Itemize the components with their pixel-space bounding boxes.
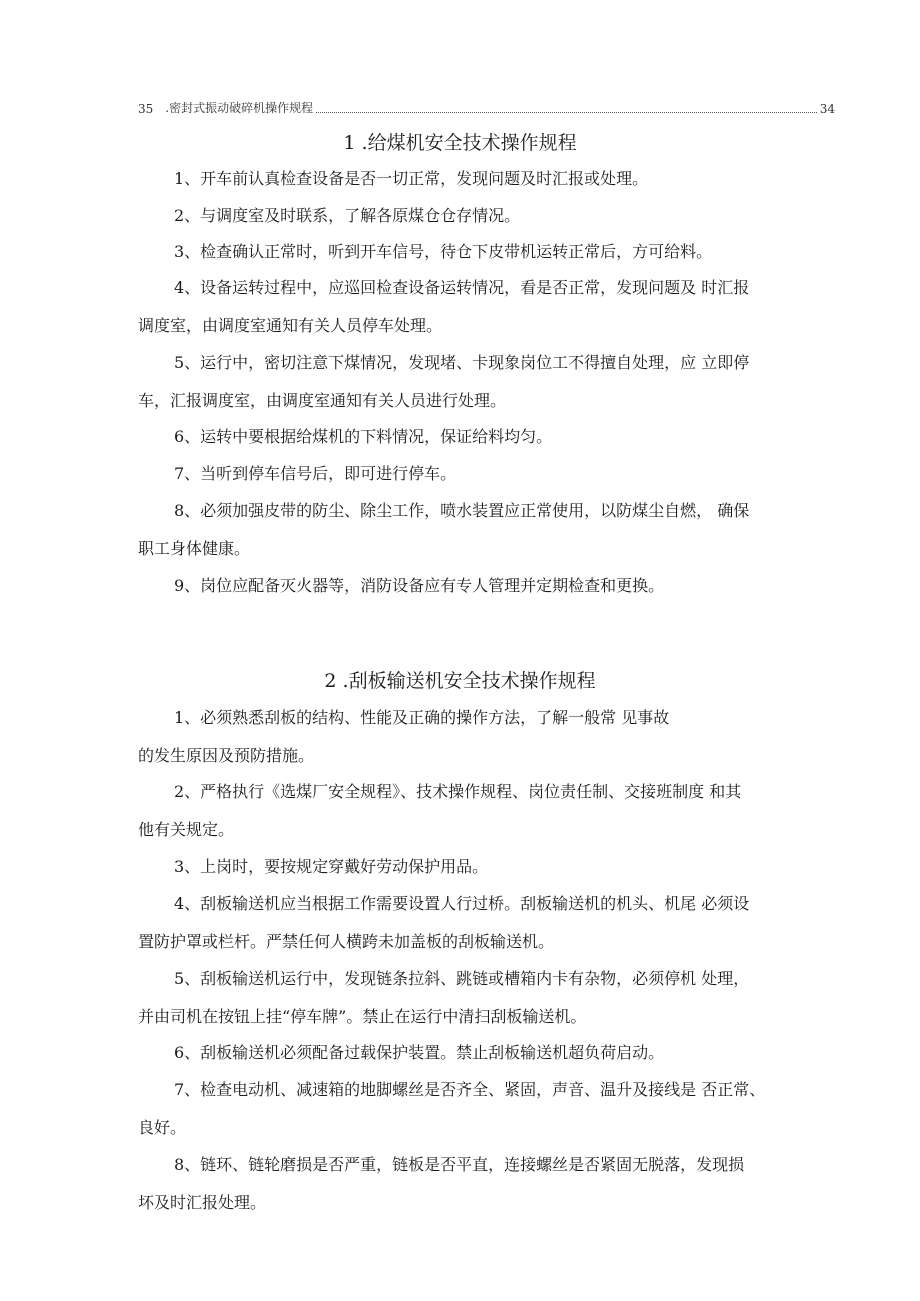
paragraph [138,1146,850,1222]
paragraph [138,773,850,849]
paragraph-line: 1、必须熟悉刮板的结构、性能及正确的操作方法，了解一般常 见事故 [174,708,670,727]
paragraph-line: 6、刮板输送机必须配备过载保护装置。禁止刮板输送机超负荷启动。 [174,1043,665,1062]
paragraph [138,455,850,493]
paragraph [138,492,850,568]
paragraph [138,269,850,345]
paragraph-line: 6、运转中要根据给煤机的下料情况，保证给料均匀。 [174,427,553,446]
paragraph [138,885,850,961]
toc-entry [138,100,835,116]
paragraph [138,160,850,198]
toc-page-number: 34 [819,102,835,116]
paragraph-line: 职工身体健康。 [138,539,251,558]
paragraph-line: 良好。 [138,1118,187,1137]
paragraph-line: 3、上岗时，要按规定穿戴好劳动保护用品。 [174,857,489,876]
paragraph-line: 调度室，由调度室通知有关人员停车处理。 [138,316,443,335]
paragraph-line: 4、设备运转过程中，应巡回检查设备运转情况，看是否正常，发现问题及 时汇报 [174,278,750,297]
paragraph-line: 车，汇报调度室，由调度室通知有关人员进行处理。 [138,391,507,410]
paragraph [138,1034,850,1072]
paragraph [138,699,850,775]
paragraph-line: 置防护罩或栏杆。严禁任何人横跨未加盖板的刮板输送机。 [138,932,555,951]
paragraph-line: 4、刮板输送机应当根据工作需要设置人行过桥。刮板输送机的机头、机尾 必须设 [174,894,750,913]
paragraph-line: 坏及时汇报处理。 [138,1193,267,1212]
paragraph-line: 2、与调度室及时联系，了解各原煤仓仓存情况。 [174,206,521,225]
paragraph-line: 7、当听到停车信号后，即可进行停车。 [174,464,457,483]
paragraph-line: 1、开车前认真检查设备是否一切正常，发现问题及时汇报或处理。 [174,169,649,188]
section-title: 1 .给煤机安全技术操作规程 [343,132,577,154]
paragraph [138,197,850,235]
paragraph-line: 5、运行中，密切注意下煤情况，发现堵、卡现象岗位工不得擅自处理，应 立即停 [174,353,750,372]
toc-number: 35 [138,102,154,116]
paragraph [138,233,850,271]
section-title: 2 .刮板输送机安全技术操作规程 [324,670,596,692]
paragraph-line: 并由司机在按钮上挂“停车牌”。禁止在运行中清扫刮板输送机。 [138,1007,587,1026]
paragraph-line: 7、检查电动机、减速箱的地脚螺丝是否齐全、紧固，声音、温升及接线是 否正常、 [174,1080,766,1099]
paragraph-line: 8、必须加强皮带的防尘、除尘工作，喷水装置应正常使用，以防煤尘自燃， 确保 [174,501,750,520]
paragraph-line: 8、链环、链轮磨损是否严重，链板是否平直，连接螺丝是否紧固无脱落，发现损 [174,1155,745,1174]
toc-leader-dots [316,111,817,113]
paragraph-line: 9、岗位应配备灭火器等，消防设备应有专人管理并定期检查和更换。 [174,576,665,595]
paragraph [138,960,850,1036]
paragraph [138,1071,850,1147]
paragraph-line: 他有关规定。 [138,820,235,839]
paragraph-line: 5、刮板输送机运行中，发现链条拉斜、跳链或槽箱内卡有杂物，必须停机 处理， [174,969,750,988]
paragraph [138,418,850,456]
paragraph-line: 2、严格执行《选煤厂安全规程》、技术操作规程、岗位责任制、交接班制度 和其 [174,782,742,801]
paragraph [138,344,850,420]
paragraph [138,567,850,605]
toc-title: .密封式振动破碎机操作规程 [165,101,314,115]
paragraph [138,848,850,886]
paragraph-line: 的发生原因及预防措施。 [138,746,315,765]
paragraph-line: 3、检查确认正常时，听到开车信号，待仓下皮带机运转正常后，方可给料。 [174,242,713,261]
